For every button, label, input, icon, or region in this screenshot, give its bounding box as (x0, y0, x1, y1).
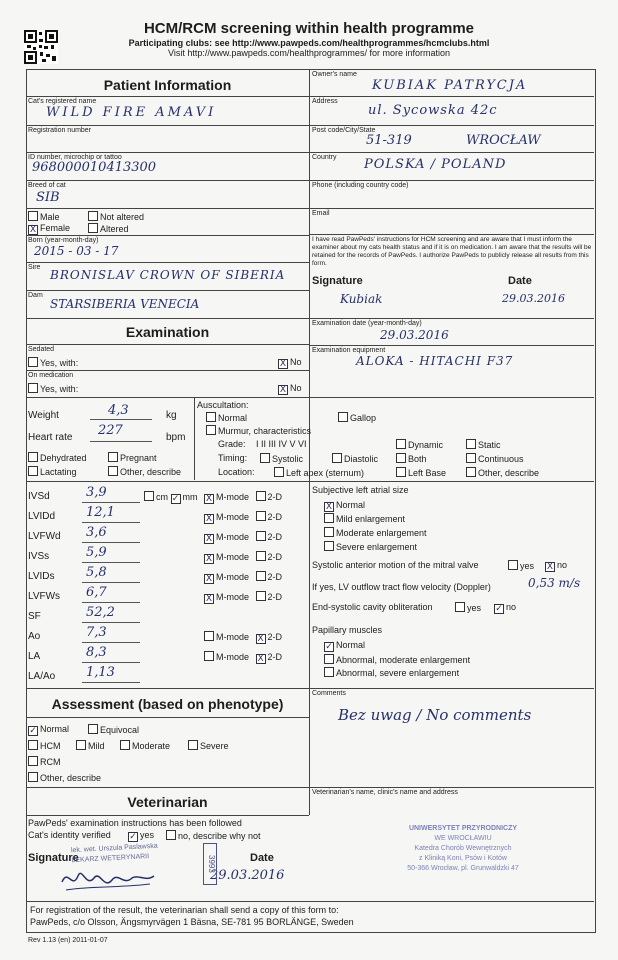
owner-name-label: Owner's name (312, 71, 357, 78)
measurement-value[interactable]: 52,2 (86, 605, 115, 620)
static-checkbox[interactable] (466, 439, 476, 449)
assess-hcm-option[interactable]: HCM (28, 740, 61, 751)
not-altered-checkbox[interactable] (88, 211, 98, 221)
systolic-option[interactable]: Systolic (260, 453, 303, 464)
assess-rcm-checkbox[interactable] (28, 756, 38, 766)
mmode-checkbox[interactable]: X (205, 594, 213, 604)
measurement-label: LA (28, 651, 41, 662)
sedated-no-checkbox[interactable]: X (279, 359, 287, 369)
murmur-option[interactable]: Murmur, characteristics (206, 425, 311, 436)
atrial-severe-option[interactable]: Severe enlargement (324, 541, 417, 552)
mode-selector[interactable]: X M-mode 2-D (205, 592, 283, 604)
mode-selector[interactable]: X M-mode 2-D (205, 552, 283, 564)
altered-option[interactable]: Altered (88, 223, 129, 234)
auscultation-label: Auscultation: (197, 400, 249, 410)
eso-yes-checkbox[interactable] (455, 602, 465, 612)
comments-label: Comments (312, 690, 346, 697)
eso-label: End-systolic cavity obliteration (312, 602, 433, 612)
assess-equivocal-option[interactable]: Equivocal (88, 724, 139, 735)
eso-no-checkbox[interactable]: ✓ (495, 604, 503, 614)
measurement-label: LVFWd (28, 531, 61, 542)
atrial-normal-checkbox[interactable]: X (325, 502, 333, 512)
mode-selector[interactable]: X M-mode 2-D (205, 492, 283, 504)
atrial-mild-checkbox[interactable] (324, 513, 334, 523)
sam-yes-option[interactable]: yes (508, 560, 534, 571)
dehydrated-checkbox[interactable] (28, 452, 38, 462)
revision-label: Rev 1.13 (en) 2011-01-07 (28, 937, 108, 944)
owner-name-value[interactable]: KUBIAK PATRYCJA (372, 78, 528, 93)
lvot-value[interactable]: 0,53 m/s (528, 576, 581, 590)
location-label: Location: (218, 467, 255, 477)
lactating-option[interactable]: Lactating (28, 466, 77, 477)
consent-text: I have read PawPeds' instructions for HCM screening and are aware that I must inform the examiner about my cats health status and if it is on medication. I am aware that the results will be retained for the records of PawPeds. I authorize PawPeds to publicly release all results from this form. (312, 236, 592, 267)
other-describe-option[interactable]: Other, describe (108, 466, 181, 477)
heart-rate-unit: bpm (166, 432, 186, 443)
lvot-label: If yes, LV outflow tract flow velocity (Doppler) (312, 582, 491, 592)
mmode-checkbox[interactable]: X (205, 514, 213, 524)
measurement-value[interactable]: 12,1 (86, 505, 115, 520)
other-describe-checkbox[interactable] (108, 466, 118, 476)
weight-unit: kg (166, 410, 177, 421)
form-title: HCM/RCM screening within health programme (143, 20, 475, 37)
dynamic-option[interactable]: Dynamic (396, 439, 443, 450)
mode-selector[interactable]: M-mode X 2-D (204, 651, 282, 664)
assess-mild-option[interactable]: Mild (76, 740, 105, 751)
equipment-label: Examination equipment (312, 347, 386, 354)
country-label: Country (312, 154, 337, 161)
reg-name-value[interactable]: WILD FIRE AMAVI (46, 105, 217, 120)
footer-line2: PawPeds, c/o Olsson, Ängsmyrvägen 1 Bäsna, SE-781 95 BORLÄNGE, Sweden (30, 917, 354, 927)
born-label: Born (year-month-day) (28, 237, 99, 244)
sam-no-option[interactable]: X no (546, 560, 568, 572)
measurement-label: LA/Ao (28, 671, 56, 682)
sedated-label: Sedated (28, 346, 55, 353)
twod-checkbox[interactable] (256, 591, 266, 601)
vet-signature[interactable] (58, 860, 158, 898)
exam-date-label: Examination date (year-month-day) (312, 320, 422, 327)
header-line2: Visit http://www.pawpeds.com/healthprogrammes/ for more information (168, 48, 450, 58)
ausc-normal-option[interactable]: Normal (206, 412, 247, 423)
assess-moderate-option[interactable]: Moderate (120, 740, 170, 751)
left-base-option[interactable]: Left Base (396, 467, 446, 478)
mode-selector[interactable]: M-mode X 2-D (204, 631, 282, 644)
assess-rcm-option[interactable]: RCM (28, 756, 61, 767)
vet-instructions-text: PawPeds' examination instructions has been followed (28, 818, 242, 828)
measurement-value[interactable]: 8,3 (86, 645, 107, 660)
measurement-value[interactable]: 5,8 (86, 565, 107, 580)
twod-checkbox[interactable] (256, 571, 266, 581)
assess-severe-checkbox[interactable] (188, 740, 198, 750)
male-checkbox[interactable] (28, 211, 38, 221)
medication-label: On medication (28, 372, 74, 379)
medication-no-checkbox[interactable]: X (279, 385, 287, 395)
assess-equivocal-checkbox[interactable] (88, 724, 98, 734)
measurement-label: IVSs (28, 551, 50, 562)
address-value[interactable]: ul. Sycowska 42c (368, 103, 498, 118)
measurement-value[interactable]: 7,3 (86, 625, 107, 640)
measurement-label: LVIDs (28, 571, 55, 582)
vet-stamp-number: 3993 (203, 843, 217, 885)
reg-number-label: Registration number (28, 127, 92, 134)
measurement-value[interactable]: 1,13 (86, 665, 115, 680)
heart-rate-label: Heart rate (28, 432, 73, 443)
measurement-value[interactable]: 6,7 (86, 585, 107, 600)
sedated-yes-option[interactable]: Yes, with: (28, 357, 78, 368)
reg-name-label: Cat's registered name (28, 98, 97, 105)
static-option[interactable]: Static (466, 439, 501, 450)
email-label: Email (312, 210, 330, 217)
diastolic-option[interactable]: Diastolic (332, 453, 378, 464)
assess-other-checkbox[interactable] (28, 772, 38, 782)
not-altered-option[interactable]: Not altered (88, 211, 144, 222)
id-value[interactable]: 968000010413300 (32, 160, 157, 175)
sam-label: Systolic anterior motion of the mitral valve (312, 560, 479, 570)
assess-normal-checkbox[interactable]: ✓ (29, 726, 37, 736)
twod-checkbox[interactable] (256, 551, 266, 561)
grade-options[interactable]: I II III IV V VI (256, 439, 307, 449)
medication-yes-option[interactable]: Yes, with: (28, 383, 78, 394)
breed-label: Breed of cat (28, 182, 66, 189)
gallop-checkbox[interactable] (338, 412, 348, 422)
twod-checkbox[interactable] (256, 511, 266, 521)
postcode-value[interactable]: 51-319 (366, 133, 412, 148)
lactating-checkbox[interactable] (28, 466, 38, 476)
identity-verified-text: Cat's identity verified (28, 830, 111, 840)
born-value[interactable]: 2015 - 03 - 17 (34, 244, 119, 258)
breed-value[interactable]: SIB (36, 190, 60, 205)
dynamic-checkbox[interactable] (396, 439, 406, 449)
mode-selector[interactable]: X M-mode 2-D (205, 532, 283, 544)
sire-value[interactable]: BRONISLAV CROWN OF SIBERIA (50, 268, 286, 282)
mode-selector[interactable]: X M-mode 2-D (205, 572, 283, 584)
owner-signature[interactable]: Kubiak (340, 292, 383, 306)
address-label: Address (312, 98, 338, 105)
pap-normal-option[interactable]: ✓ Normal (325, 640, 366, 652)
atrial-moderate-checkbox[interactable] (324, 527, 334, 537)
identity-no-checkbox[interactable] (166, 830, 176, 840)
measurement-value[interactable]: 5,9 (86, 545, 107, 560)
pap-moderate-option[interactable]: Abnormal, moderate enlargement (324, 654, 470, 665)
country-value[interactable]: POLSKA / POLAND (364, 157, 507, 172)
unit-selector[interactable]: cm ✓ mm (144, 491, 198, 504)
systolic-checkbox[interactable] (260, 453, 270, 463)
sire-label: Sire (28, 264, 41, 271)
atrial-normal-option[interactable]: X Normal (325, 500, 366, 512)
sam-no-checkbox[interactable]: X (546, 562, 554, 572)
gallop-option[interactable]: Gallop (338, 412, 376, 423)
mmode-checkbox[interactable] (204, 631, 214, 641)
ausc-other-checkbox[interactable] (466, 467, 476, 477)
cm-checkbox[interactable] (144, 491, 154, 501)
footer-line1: For registration of the result, the veterinarian shall send a copy of this form to: (30, 905, 339, 915)
examination-heading: Examination (125, 324, 210, 340)
assess-other-option[interactable]: Other, describe (28, 772, 101, 783)
eso-no-option[interactable]: ✓ no (495, 602, 517, 614)
owner-date-value[interactable]: 29.03.2016 (502, 292, 565, 305)
eso-yes-option[interactable]: yes (455, 602, 481, 613)
mode-selector[interactable]: X M-mode 2-D (205, 512, 283, 524)
mmode-checkbox[interactable]: X (205, 574, 213, 584)
exam-date-value[interactable]: 29.03.2016 (380, 328, 449, 342)
atrial-mild-option[interactable]: Mild enlargement (324, 513, 405, 524)
postcode-label: Post code/City/State (312, 127, 376, 134)
phone-label: Phone (including country code) (312, 182, 409, 189)
measurement-label: LVFWs (28, 591, 61, 602)
altered-checkbox[interactable] (88, 223, 98, 233)
assess-moderate-checkbox[interactable] (120, 740, 130, 750)
assess-severe-option[interactable]: Severe (188, 740, 229, 751)
assess-hcm-checkbox[interactable] (28, 740, 38, 750)
both-option[interactable]: Both (396, 453, 427, 464)
dam-label: Dam (28, 292, 43, 299)
atrial-moderate-option[interactable]: Moderate enlargement (324, 527, 427, 538)
continuous-checkbox[interactable] (466, 453, 476, 463)
pap-severe-option[interactable]: Abnormal, severe enlargement (324, 667, 459, 678)
measurement-label: IVSd (28, 491, 50, 502)
assess-normal-option[interactable]: ✓ Normal (29, 724, 70, 736)
mmode-checkbox[interactable]: X (205, 534, 213, 544)
atrial-severe-checkbox[interactable] (324, 541, 334, 551)
pap-moderate-checkbox[interactable] (324, 654, 334, 664)
grade-label: Grade: (218, 439, 246, 449)
both-checkbox[interactable] (396, 453, 406, 463)
owner-signature-label: Signature (312, 275, 363, 287)
medication-yes-checkbox[interactable] (28, 383, 38, 393)
twod-checkbox[interactable]: X (257, 634, 264, 644)
left-apex-option[interactable]: Left apex (sternum) (274, 467, 364, 478)
veterinarian-heading: Veterinarian (127, 794, 208, 810)
dam-value[interactable]: STARSIBERIA VENECIA (50, 297, 200, 311)
pap-normal-checkbox[interactable]: ✓ (325, 642, 333, 652)
sam-yes-checkbox[interactable] (508, 560, 518, 570)
header-line1: Participating clubs: see http://www.pawpeds.com/healthprogrammes/hcmclubs.html (128, 38, 490, 48)
owner-date-label: Date (508, 275, 532, 287)
female-option[interactable]: X Female (29, 223, 71, 235)
atrial-size-label: Subjective left atrial size (312, 485, 409, 495)
assess-mild-checkbox[interactable] (76, 740, 86, 750)
left-apex-checkbox[interactable] (274, 467, 284, 477)
measurement-label: SF (28, 611, 41, 622)
identity-yes-checkbox[interactable]: ✓ (129, 832, 137, 842)
diastolic-checkbox[interactable] (332, 453, 342, 463)
ausc-other-option[interactable]: Other, describe (466, 467, 539, 478)
timing-label: Timing: (218, 453, 248, 463)
vet-stamp: lek. wet. Urszula Paslawska LEKARZ WETERYNARII (70, 842, 158, 865)
assessment-heading: Assessment (based on phenotype) (51, 696, 284, 712)
vet-signature-label: Signature (28, 852, 79, 864)
twod-checkbox[interactable] (256, 531, 266, 541)
mmode-checkbox[interactable] (204, 651, 214, 661)
male-option[interactable]: Male (28, 211, 60, 222)
ausc-normal-checkbox[interactable] (206, 412, 216, 422)
medication-no-option[interactable]: X No (279, 383, 302, 395)
measurement-value[interactable]: 3,9 (86, 485, 107, 500)
dehydrated-option[interactable]: Dehydrated (28, 452, 87, 463)
continuous-option[interactable]: Continuous (466, 453, 524, 464)
measurement-label: LVIDd (28, 511, 56, 522)
identity-no-option[interactable]: no, describe why not (166, 830, 261, 841)
pap-severe-checkbox[interactable] (324, 667, 334, 677)
heart-rate-value[interactable]: 227 (98, 423, 123, 438)
sedated-no-option[interactable]: X No (279, 357, 302, 369)
city-value[interactable]: WROCŁAW (466, 133, 541, 148)
equipment-value[interactable]: ALOKA - HITACHI F37 (356, 354, 514, 368)
mm-checkbox[interactable]: ✓ (171, 494, 180, 504)
left-base-checkbox[interactable] (396, 467, 406, 477)
papillary-label: Papillary muscles (312, 625, 383, 635)
weight-value[interactable]: 4,3 (108, 403, 129, 418)
vet-date-label: Date (250, 852, 274, 864)
female-checkbox[interactable]: X (29, 225, 37, 235)
vet-date-value[interactable]: 29.03.2016 (210, 868, 285, 883)
patient-info-heading: Patient Information (103, 77, 232, 93)
vet-name-label: Veterinarian's name, clinic's name and address (312, 789, 458, 796)
twod-checkbox[interactable] (256, 491, 266, 501)
clinic-stamp: UNIWERSYTET PRZYRODNICZY WE WROCŁAWIU Katedra Chorób Wewnętrznych z Kliniką Koni, Psów i Kotów 50-366 Wrocław, pl. Grunwaldzki 47 (407, 825, 519, 872)
murmur-checkbox[interactable] (206, 425, 216, 435)
sedated-yes-checkbox[interactable] (28, 357, 38, 367)
mmode-checkbox[interactable]: X (205, 494, 213, 504)
measurement-value[interactable]: 3,6 (86, 525, 107, 540)
pregnant-checkbox[interactable] (108, 452, 118, 462)
comments-value[interactable]: Bez uwag / No comments (338, 706, 532, 724)
mmode-checkbox[interactable]: X (205, 554, 213, 564)
id-label: ID number, microchip or tattoo (28, 154, 122, 161)
weight-label: Weight (28, 410, 59, 421)
identity-yes-option[interactable]: ✓ yes (129, 830, 155, 842)
twod-checkbox[interactable]: X (257, 654, 264, 664)
pregnant-option[interactable]: Pregnant (108, 452, 157, 463)
measurement-label: Ao (28, 631, 41, 642)
